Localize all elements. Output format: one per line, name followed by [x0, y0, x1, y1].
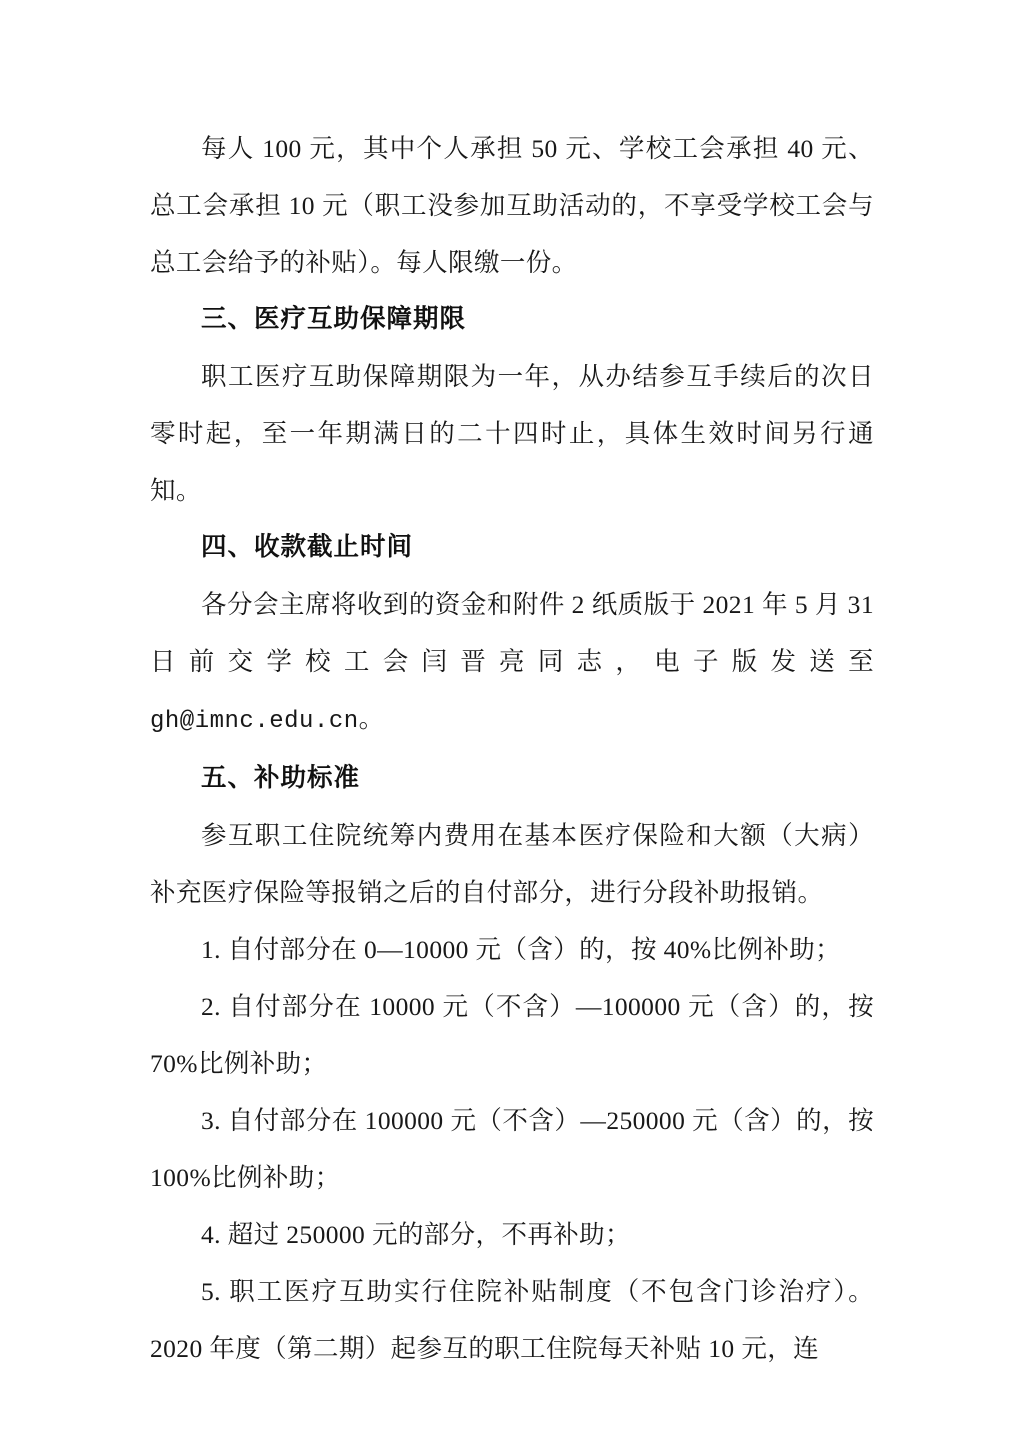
- subsidy-item-3: 3. 自付部分在 100000 元（不含）—250000 元（含）的，按 100%比例补助；: [150, 1106, 874, 1192]
- section-five-heading: 五、补助标准: [201, 764, 361, 792]
- section-three-heading: 三、医疗互助保障期限: [201, 305, 467, 333]
- subsidy-item-1: 1. 自付部分在 0—10000 元（含）的，按 40%比例补助；: [201, 935, 842, 964]
- contact-email: gh@imnc.edu.cn: [150, 708, 359, 735]
- section-three-body: 职工医疗互助保障期限为一年，从办结参互手续后的次日零时起，至一年期满日的二十四时止，具体生效时间另行通知。: [150, 362, 874, 505]
- fee-paragraph: 每人 100 元，其中个人承担 50 元、学校工会承担 40 元、总工会承担 10 元（职工没参加互助活动的，不享受学校工会与总工会给予的补贴）。每人限缴一份。: [150, 134, 874, 277]
- subsidy-item-2: 2. 自付部分在 10000 元（不含）—100000 元（含）的，按 70%比例补助；: [150, 992, 874, 1078]
- subsidy-item-5: 5. 职工医疗互助实行住院补贴制度（不包含门诊治疗）。2020 年度（第二期）起参互的职工住院每天补贴 10 元，连: [150, 1277, 874, 1363]
- section-four-body: [150, 576, 874, 750]
- section-five-body: 参互职工住院统筹内费用在基本医疗保险和大额（大病）补充医疗保险等报销之后的自付部分，进行分段补助报销。: [150, 821, 874, 907]
- section-four-text-before: 各分会主席将收到的资金和附件 2 纸质版于 2021 年 5 月 31 日前交学校工会闫晋亮同志，电子版发送至: [150, 590, 874, 676]
- section-four-heading: 四、收款截止时间: [201, 533, 414, 561]
- document-body: [150, 120, 874, 1377]
- section-four-text-after: 。: [358, 704, 385, 733]
- subsidy-item-4: 4. 超过 250000 元的部分，不再补助；: [201, 1220, 631, 1249]
